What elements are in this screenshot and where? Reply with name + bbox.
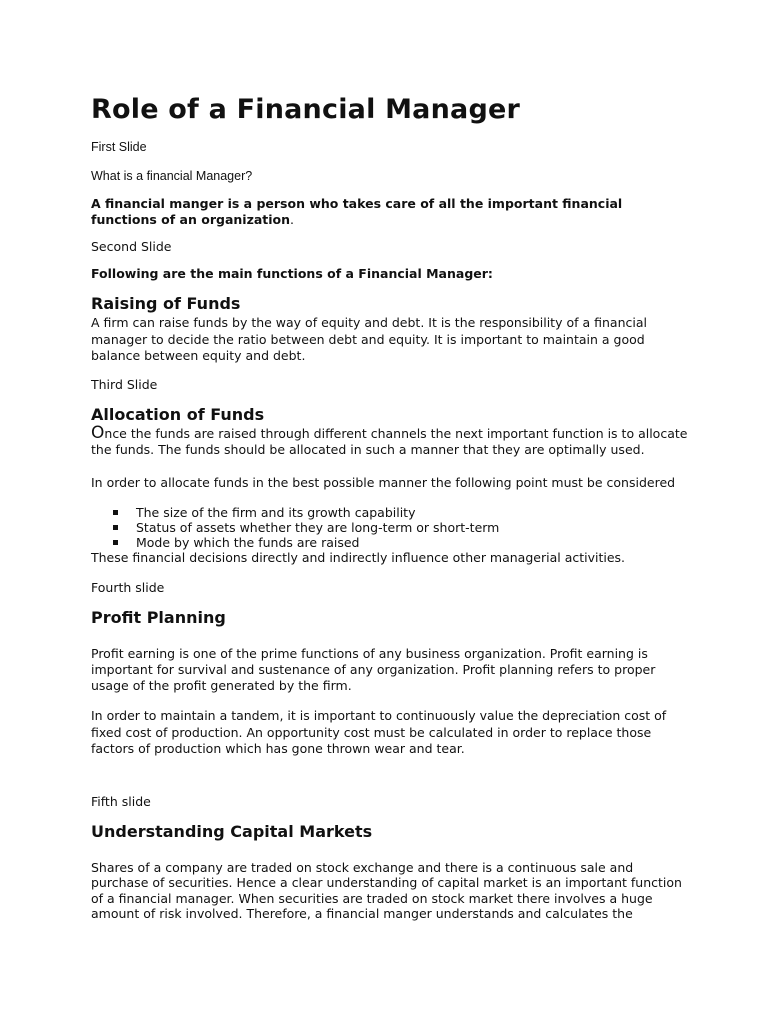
bullet-square-icon bbox=[113, 525, 118, 530]
allocation-consider-intro: In order to allocate funds in the best possible manner the following point must be considered bbox=[91, 475, 676, 491]
third-slide-label: Third Slide bbox=[91, 377, 158, 393]
list-item-text: Status of assets whether they are long-term or short-term bbox=[136, 520, 500, 536]
fifth-slide-label: Fifth slide bbox=[91, 793, 151, 809]
functions-intro: Following are the main functions of a Financial Manager: bbox=[91, 266, 493, 281]
bullet-square-icon bbox=[113, 540, 118, 545]
allocation-dropcap: O bbox=[91, 423, 105, 444]
capital-markets-heading: Understanding Capital Markets bbox=[91, 821, 373, 841]
raising-funds-body: A firm can raise funds by the way of equity and debt. It is the responsibility of a financial manager to decide the ratio between debt and equity. It is important to maintain a good balance between equity and debt. bbox=[91, 315, 647, 364]
definition-bold-text: A financial manger is a person who takes care of all the important financial functions of an organization bbox=[91, 196, 623, 227]
allocation-funds-body bbox=[91, 425, 691, 458]
profit-planning-body-2: In order to maintain a tandem, it is important to continuously value the depreciation cost of fixed cost of production. An opportunity cost must be calculated in order to replace those factors of production which has gone thrown wear and tear. bbox=[91, 708, 667, 757]
definition-tail: . bbox=[290, 212, 295, 227]
allocation-body-text: nce the funds are raised through different channels the next important function is to allocate the funds. The funds should be allocated in such a manner that they are optimally used. bbox=[91, 426, 688, 458]
list-item bbox=[91, 535, 691, 550]
document-title: Role of a Financial Manager bbox=[91, 94, 521, 125]
capital-markets-body: Shares of a company are traded on stock exchange and there is a continuous sale and purchase of securities. Hence a clear understanding of capital market is an important function of a financial manager. When securities are traded on stock market there involves a huge amount of risk involved. Therefore, a financial manger understands and calculates the bbox=[91, 859, 682, 922]
allocation-bullet-list bbox=[91, 505, 691, 550]
document-page bbox=[91, 92, 691, 922]
list-item bbox=[91, 505, 691, 520]
list-item bbox=[91, 520, 691, 535]
fourth-slide-label: Fourth slide bbox=[91, 580, 165, 596]
profit-planning-heading: Profit Planning bbox=[91, 608, 226, 628]
profit-planning-body-1: Profit earning is one of the prime functions of any business organization. Profit earning is important for survival and sustenance of any organization. Profit planning refers to proper usage of the profit generated by the firm. bbox=[91, 646, 656, 694]
first-slide-label: First Slide bbox=[91, 140, 147, 154]
question-text: What is a financial Manager? bbox=[91, 169, 253, 183]
allocation-funds-heading: Allocation of Funds bbox=[91, 405, 265, 425]
allocation-conclusion: These financial decisions directly and indirectly influence other managerial activities. bbox=[91, 550, 626, 566]
second-slide-label: Second Slide bbox=[91, 239, 172, 254]
bullet-square-icon bbox=[113, 510, 118, 515]
list-item-text: Mode by which the funds are raised bbox=[136, 535, 360, 551]
list-item-text: The size of the firm and its growth capability bbox=[136, 505, 416, 521]
definition-paragraph bbox=[91, 196, 691, 228]
raising-funds-heading: Raising of Funds bbox=[91, 294, 241, 313]
